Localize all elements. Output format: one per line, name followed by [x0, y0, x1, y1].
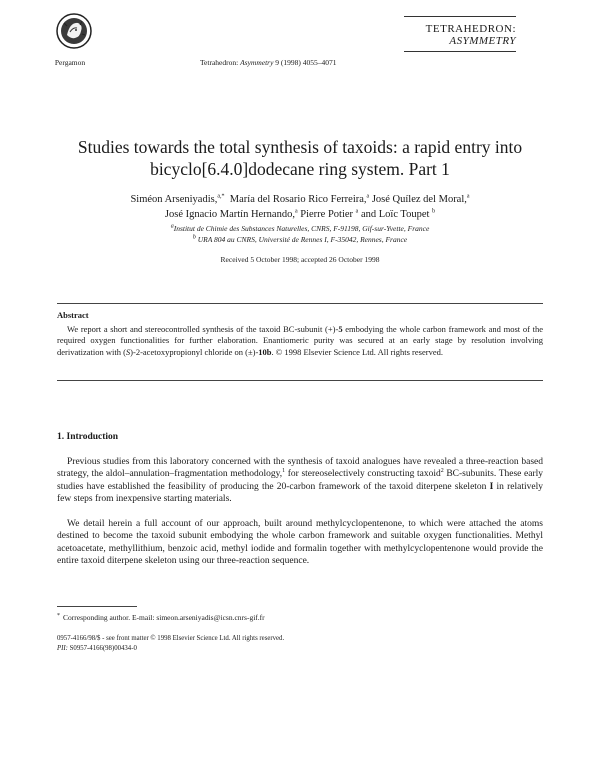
- journal-citation: Tetrahedron: Asymmetry 9 (1998) 4055–4071: [200, 58, 337, 67]
- abstract-heading: Abstract: [57, 310, 89, 320]
- intro-paragraph-1: Previous studies from this laboratory concerned with the synthesis of taxoid analogues have revealed a three-reaction based strategy, the aldol–annulation–fragmentation methodology,$^1$ for stereoselectively constructing taxoid$^2$ BC-subunits. These early studies have established the feasibility of producing the 20-carbon framework of the taxoid diterpene skeleton I in relatively few steps from inexpensive starting materials.: [57, 457, 544, 505]
- reference-marker: 1: [282, 468, 286, 475]
- section-heading-introduction: 1. Introduction: [57, 432, 119, 442]
- author: José Ignacio Martín Hernando,: [164, 209, 295, 220]
- affiliations: [60, 223, 540, 245]
- author: José Quílez del Moral,: [371, 194, 467, 205]
- abstract-text: We report a short and stereocontrolled synthesis of the taxoid BC-subunit (+)-5 embodying the whole carbon framework and most of the required oxygen functionalities for further elaboration. Enantiomeric purity was secured at an early stage by resolution involving derivatization with (S)-2-acetoxypropionyl chloride on (±)-10b. © 1998 Elsevier Science Ltd. All rights reserved.: [57, 324, 543, 357]
- abstract-top-rule: [57, 303, 543, 304]
- received-dates: Received 5 October 1998; accepted 26 October 1998: [220, 255, 380, 264]
- footnote-corresponding-author: * Corresponding author. E-mail: simeon.arseniyadis@icsn.cnrs-gif.fr: [57, 613, 265, 622]
- copyright-notice: 0957-4166/98/$ - see front matter © 1998 Elsevier Science Ltd. All rights reserved. PII: S0957-4166(98)00434-0: [57, 635, 285, 652]
- author-list: Siméon Arseniyadis,$^{a,*}$ María del Rosario Rico Ferreira,$^a$ José Quílez del Moral,$^a$ José Ignacio Martín Hernando,$^a$ Pierre Potier $^a$ and Loïc Toupet $^b$: [130, 193, 470, 220]
- journal-name-box: [404, 16, 516, 52]
- article-title: Studies towards the total synthesis of taxoids: a rapid entry into bicyclo[6.4.0]dodecane ring system. Part 1: [77, 137, 523, 179]
- author: María del Rosario Rico Ferreira,: [229, 194, 367, 205]
- intro-paragraph-2: We detail herein a full account of our approach, built around methylcyclopentenone, to which were attached the atoms destined to become the taxoid subunit embodying the whole carbon framework and suitable oxygen functionalities. Methyl acetoacetate, methyllithium, benzoic acid, methyl iodide and formalin together with methylcyclopentenone would provide the entire taxoid diterpene skeleton using our three-reaction sequence.: [57, 519, 543, 567]
- publisher-name: Pergamon: [54, 58, 86, 67]
- reference-marker: 2: [440, 468, 444, 475]
- journal-name-line1: TETRAHEDRON:: [425, 23, 516, 35]
- publisher-logo: [56, 13, 92, 49]
- journal-name-line2: ASYMMETRY: [449, 35, 516, 47]
- author: Pierre Potier: [300, 209, 354, 220]
- author: and Loïc Toupet: [360, 209, 430, 220]
- affiliation-a: $^a$Institut de Chimie des Substances Naturelles, CNRS, F-91198, Gif-sur-Yvette, France: [170, 223, 430, 233]
- author: Siméon Arseniyadis,: [130, 194, 218, 205]
- affiliation-b: $^b$ URA 804 au CNRS, Université de Rennes I, F-35042, Rennes, France: [192, 234, 408, 244]
- footnote-rule: [57, 606, 137, 607]
- abstract-bottom-rule: [57, 380, 543, 381]
